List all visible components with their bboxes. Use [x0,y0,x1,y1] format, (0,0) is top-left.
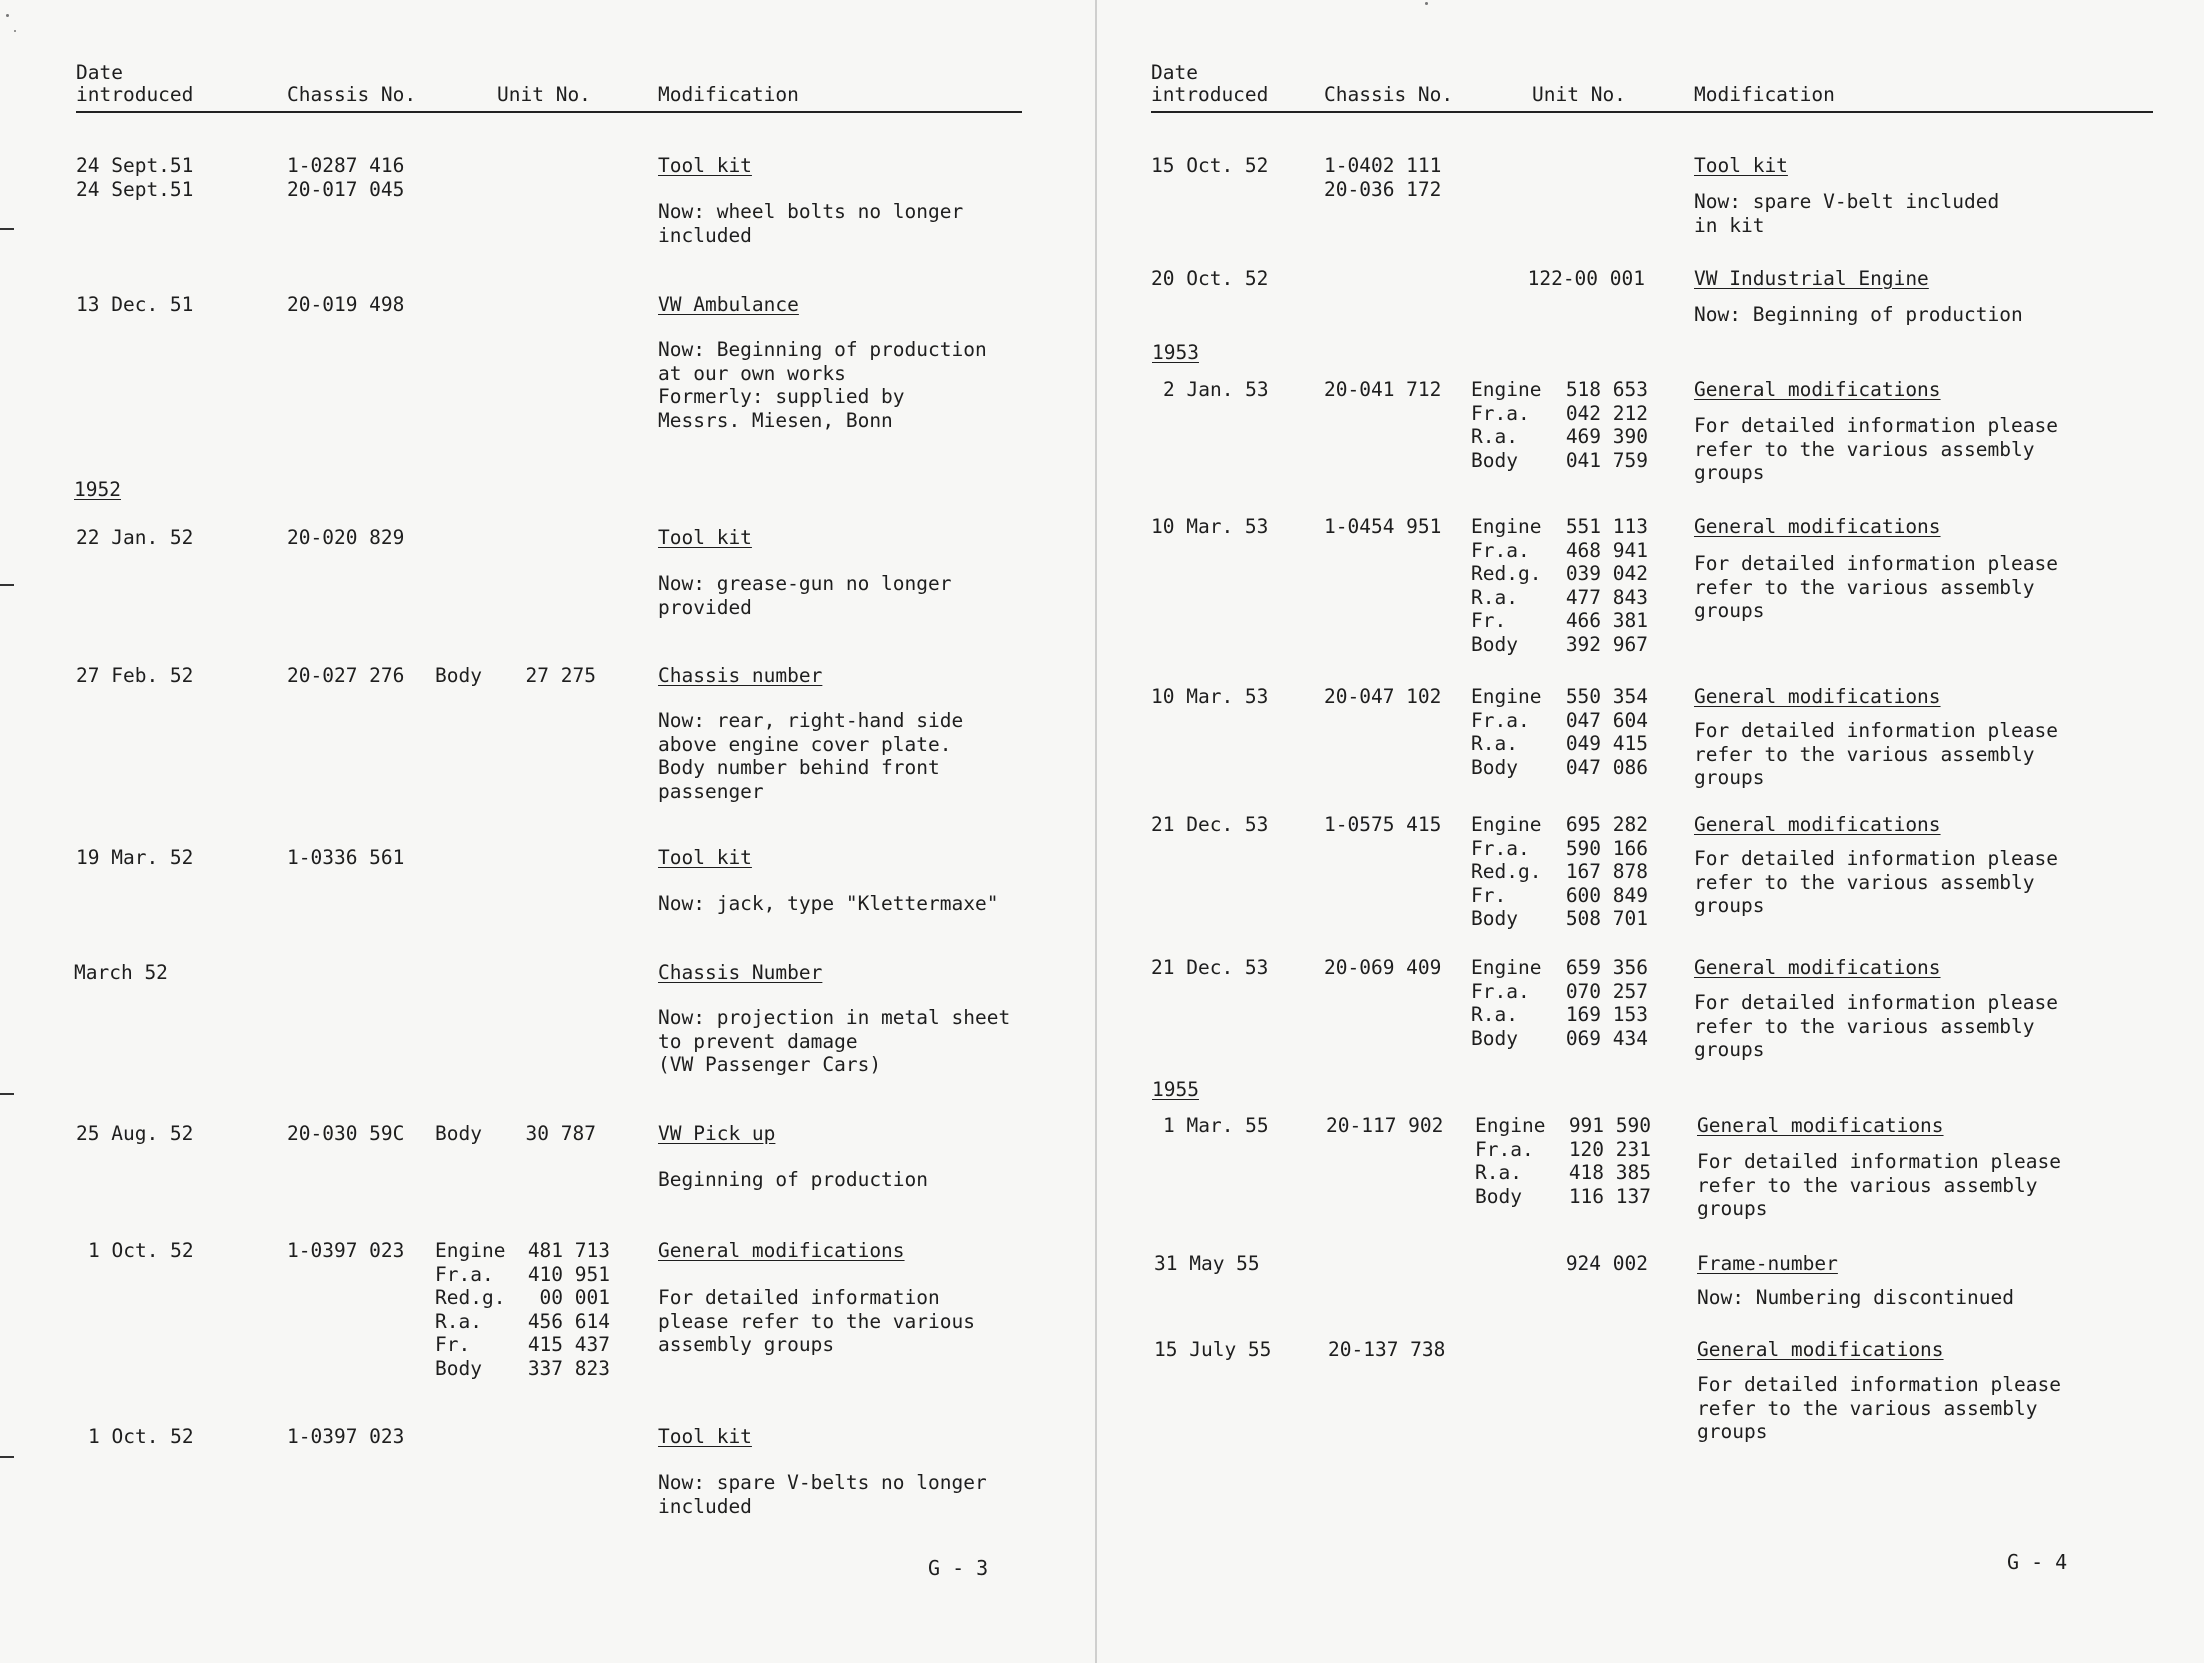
entry-date: 24 Sept.51 24 Sept.51 [76,154,194,201]
entry-date: 25 Aug. 52 [76,1122,194,1145]
header-date: Date introduced [1151,61,1269,106]
entry-chassis: 1-0402 111 20-036 172 [1324,154,1442,201]
entry-unit-labels: Engine Fr.a. Red.g. R.a. Fr. Body [435,1239,506,1380]
entry-mod-title: General modifications [1694,515,1941,538]
entry-date: 20 Oct. 52 [1151,267,1269,290]
entry-chassis: 20-019 498 [287,293,405,316]
entry-unit-values: 481 713 410 951 00 001 456 614 415 437 337 823 [527,1239,610,1380]
entry-unit-values: 122-00 001 [1527,267,1645,290]
entry-mod-title: VW Ambulance [658,293,799,316]
speckle [6,14,9,17]
entry-mod-title: General modifications [1694,813,1941,836]
entry-chassis: 1-0454 951 [1324,515,1442,538]
year-heading: 1953 [1152,341,1199,364]
entry-mod-title: Tool kit [658,846,752,869]
page-left [0,0,1097,1663]
header-unit: Unit No. [497,83,591,106]
page-number: G - 3 [928,1556,989,1580]
entry-date: 31 May 55 [1154,1252,1260,1275]
entry-mod-text: Now: rear, right-hand side above engine cover plate. Body number behind front passenger [658,709,964,803]
entry-date: 19 Mar. 52 [76,846,194,869]
entry-mod-title: General modifications [1694,685,1941,708]
entry-mod-text: For detailed information please refer to the various assembly groups [1694,991,2058,1061]
entry-mod-text: For detailed information please refer to the various assembly groups [1694,552,2058,622]
entry-chassis: 1-0336 561 [287,846,405,869]
entry-date: 1 Oct. 52 [88,1239,194,1262]
entry-chassis: 20-137 738 [1328,1338,1446,1361]
entry-mod-title: General modifications [658,1239,905,1262]
entry-chassis: 20-117 902 [1326,1114,1444,1137]
year-heading: 1955 [1152,1078,1199,1101]
entry-mod-text: For detailed information please refer to the various assembly groups [1694,719,2058,789]
entry-date: 10 Mar. 53 [1151,515,1269,538]
entry-mod-text: For detailed information please refer to the various assembly groups [658,1286,975,1356]
header-rule [76,111,1022,113]
entry-date: 10 Mar. 53 [1151,685,1269,708]
entry-mod-text: Beginning of production [658,1168,929,1191]
entry-chassis: 1-0397 023 [287,1425,405,1448]
entry-chassis: 20-069 409 [1324,956,1442,979]
entry-mod-title: General modifications [1694,956,1941,979]
header-rule [1151,111,2153,113]
entry-mod-text: For detailed information please refer to the various assembly groups [1697,1150,2061,1220]
entry-mod-title: Chassis number [658,664,823,687]
entry-mod-text: Now: Beginning of production at our own works Formerly: supplied by Messrs. Miesen, Bonn [658,338,987,432]
entry-mod-title: Tool kit [658,526,752,549]
entry-unit-labels: Engine Fr.a. Red.g. Fr. Body [1471,813,1542,930]
header-modification: Modification [1694,83,1835,106]
entry-mod-text: Now: Numbering discontinued [1697,1286,2014,1309]
binding-mark [0,1093,14,1095]
entry-mod-text: Now: spare V-belt included in kit [1694,190,2000,237]
entry-chassis: 20-047 102 [1324,685,1442,708]
entry-unit-values: 27 275 [525,664,596,687]
entry-unit-values: 991 590 120 231 418 385 116 137 [1568,1114,1651,1208]
entry-mod-text: For detailed information please refer to the various assembly groups [1694,414,2058,484]
page-right [1097,0,2204,1663]
entry-mod-text: Now: spare V-belts no longer included [658,1471,987,1518]
entry-unit-labels: Engine Fr.a. R.a. Body [1471,378,1542,472]
entry-mod-text: For detailed information please refer to the various assembly groups [1697,1373,2061,1443]
entry-date: 21 Dec. 53 [1151,813,1269,836]
entry-date: 22 Jan. 52 [76,526,194,549]
entry-unit-labels: Engine Fr.a. R.a. Body [1475,1114,1546,1208]
binding-mark [0,1456,14,1458]
entry-chassis: 1-0397 023 [287,1239,405,1262]
header-modification: Modification [658,83,799,106]
speckle [1425,2,1428,5]
header-chassis: Chassis No. [287,83,417,106]
entry-mod-text: For detailed information please refer to the various assembly groups [1694,847,2058,917]
binding-mark [0,584,14,586]
entry-unit-labels: Engine Fr.a. R.a. Body [1471,685,1542,779]
entry-chassis: 20-027 276 [287,664,405,687]
entry-unit-labels: Body [435,1122,482,1145]
entry-date: 21 Dec. 53 [1151,956,1269,979]
entry-unit-labels: Body [435,664,482,687]
year-heading: 1952 [74,478,121,501]
entry-mod-title: Chassis Number [658,961,823,984]
header-chassis: Chassis No. [1324,83,1454,106]
entry-unit-values: 695 282 590 166 167 878 600 849 508 701 [1565,813,1648,930]
header-date: Date introduced [76,61,194,106]
entry-date: March 52 [74,961,168,984]
entry-mod-title: VW Industrial Engine [1694,267,1929,290]
entry-date: 15 Oct. 52 [1151,154,1269,177]
entry-mod-title: General modifications [1697,1114,1944,1137]
entry-unit-values: 659 356 070 257 169 153 069 434 [1565,956,1648,1050]
entry-mod-title: Tool kit [1694,154,1788,177]
entry-unit-values: 551 113 468 941 039 042 477 843 466 381 392 967 [1565,515,1648,656]
entry-mod-text: Now: wheel bolts no longer included [658,200,964,247]
entry-chassis: 20-041 712 [1324,378,1442,401]
entry-date: 13 Dec. 51 [76,293,194,316]
entry-mod-title: Frame-number [1697,1252,1838,1275]
entry-mod-title: VW Pick up [658,1122,776,1145]
entry-unit-values: 518 653 042 212 469 390 041 759 [1565,378,1648,472]
entry-mod-title: Tool kit [658,154,752,177]
entry-date: 2 Jan. 53 [1163,378,1269,401]
entry-mod-title: Tool kit [658,1425,752,1448]
page-number: G - 4 [2007,1550,2068,1574]
entry-date: 1 Mar. 55 [1163,1114,1269,1137]
entry-mod-text: Now: grease-gun no longer provided [658,572,952,619]
entry-unit-labels: Engine Fr.a. Red.g. R.a. Fr. Body [1471,515,1542,656]
entry-unit-labels: Engine Fr.a. R.a. Body [1471,956,1542,1050]
entry-unit-values: 30 787 [525,1122,596,1145]
entry-mod-text: Now: Beginning of production [1694,303,2023,326]
header-unit: Unit No. [1532,83,1626,106]
binding-mark [0,228,14,230]
entry-mod-title: General modifications [1694,378,1941,401]
entry-chassis: 20-030 59C [287,1122,405,1145]
entry-chassis: 1-0575 415 [1324,813,1442,836]
entry-mod-title: General modifications [1697,1338,1944,1361]
entry-chassis: 1-0287 416 20-017 045 [287,154,405,201]
entry-date: 15 July 55 [1154,1338,1272,1361]
entry-mod-text: Now: projection in metal sheet to prevent damage (VW Passenger Cars) [658,1006,1011,1076]
entry-unit-values: 924 002 [1565,1252,1648,1275]
speckle [14,30,16,32]
entry-chassis: 20-020 829 [287,526,405,549]
entry-date: 27 Feb. 52 [76,664,194,687]
entry-unit-values: 550 354 047 604 049 415 047 086 [1565,685,1648,779]
entry-mod-text: Now: jack, type "Klettermaxe" [658,892,999,915]
entry-date: 1 Oct. 52 [88,1425,194,1448]
